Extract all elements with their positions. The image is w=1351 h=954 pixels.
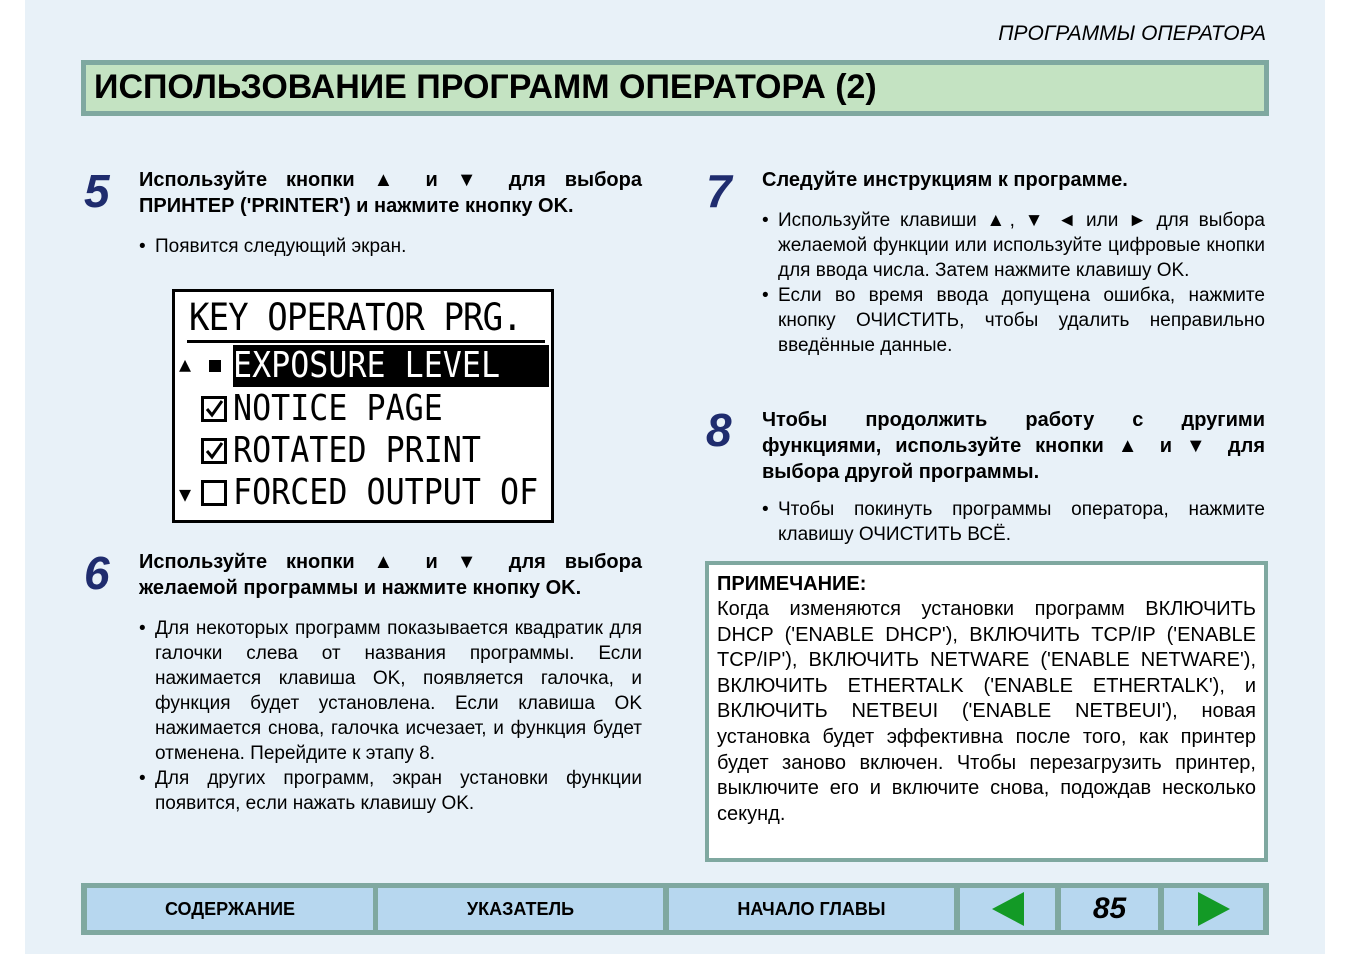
- step-8-heading-line: выбора другой программы.: [762, 461, 1040, 483]
- step-8-heading-line: функциями, используйте кнопки ▲ и ▼ для: [762, 435, 1265, 457]
- page-number: 85: [1092, 892, 1127, 925]
- step-5-heading-line: ПРИНТЕР ('PRINTER') и нажмите кнопку OK.: [139, 195, 574, 217]
- page-number-box: [1061, 888, 1158, 930]
- bullet-item: • Появится следующий экран.: [139, 234, 642, 259]
- bullet-item: • Для некоторых программ показывается квадратик для галочки слева от названия программы. Если нажимается клавиша OK, появляется галочка, и функция будет установлена. Если клавиша OK нажимается снова, галочка исчезает, и функция будет отменена. Перейдите к этапу 8.: [139, 616, 642, 766]
- lcd-screen: [172, 289, 554, 523]
- lcd-title: KEY OPERATOR PRG.: [189, 296, 522, 339]
- title-bar: [81, 60, 1269, 116]
- checkbox-checked-icon: [201, 396, 227, 422]
- lcd-row-label: FORCED OUTPUT OF: [233, 472, 539, 513]
- left-arrow-icon: [992, 892, 1024, 926]
- step-5-bullets: [139, 234, 642, 259]
- section-label: ПРОГРАММЫ ОПЕРАТОРА: [998, 22, 1266, 45]
- step-5-heading-line: Используйте кнопки ▲ и ▼ для выбора: [139, 169, 642, 191]
- step-7-bullets: [762, 208, 1265, 358]
- note-title: ПРИМЕЧАНИЕ:: [717, 573, 867, 595]
- checkbox-empty-icon: [201, 480, 227, 506]
- step-5-number: 5: [84, 165, 110, 217]
- step-8-bullets: [762, 497, 1265, 547]
- next-page-button[interactable]: [1164, 888, 1263, 930]
- step-5-heading: [139, 167, 642, 219]
- step-7-number: 7: [706, 165, 732, 217]
- contents-button[interactable]: СОДЕРЖАНИЕ: [87, 888, 373, 930]
- right-arrow-icon: [1198, 892, 1230, 926]
- step-8-heading-line: Чтобы продолжить работу с другими: [762, 409, 1265, 431]
- note-body: Когда изменяются установки программ ВКЛЮЧИТЬ DHCP ('ENABLE DHCP'), ВКЛЮЧИТЬ TCP/IP ('ENABLE TCP/IP'), ВКЛЮЧИТЬ NETWARE ('ENABLE NETWARE'), ВКЛЮЧИТЬ ETHERTALK ('ENABLE ETHERTALK'), и ВКЛЮЧИТЬ NETBEUI ('ENABLE NETBEUI'), новая установка будет эффективна после того, как принтер будет заново включен. Чтобы перезагрузить принтер, выключите его и включите снова, подождав несколько секунд.: [717, 598, 1256, 825]
- bullet-item: • Чтобы покинуть программы оператора, нажмите клавишу ОЧИСТИТЬ ВСЁ.: [762, 497, 1265, 547]
- lcd-row-label: NOTICE PAGE: [233, 388, 443, 429]
- bullet-item: • Для других программ, экран установки функции появится, если нажать клавишу OK.: [139, 766, 642, 816]
- footer-nav: [81, 883, 1269, 935]
- step-6-heading-line: желаемой программы и нажмите кнопку OK.: [139, 577, 582, 599]
- step-8-number: 8: [706, 404, 732, 456]
- up-arrow-icon: ▲: [179, 352, 192, 376]
- lcd-divider: [187, 340, 545, 343]
- step-8-heading: [762, 407, 1265, 485]
- lcd-row-label: ROTATED PRINT: [233, 430, 481, 471]
- chapter-start-button[interactable]: НАЧАЛО ГЛАВЫ: [669, 888, 954, 930]
- note-content: [709, 565, 1264, 858]
- note-box: [705, 561, 1268, 862]
- prev-page-button[interactable]: [960, 888, 1055, 930]
- step-6-heading-line: Используйте кнопки ▲ и ▼ для выбора: [139, 551, 642, 573]
- checkbox-checked-icon: [201, 438, 227, 464]
- bullet-item: • Используйте клавиши ▲, ▼ ◄ или ► для выбора желаемой функции или используйте цифровые кнопки для ввода числа. Затем нажмите клавишу OK.: [762, 208, 1265, 283]
- lcd-row-label: EXPOSURE LEVEL: [233, 345, 501, 386]
- cursor-square-icon: [209, 360, 221, 372]
- bullet-item: • Если во время ввода допущена ошибка, нажмите кнопку ОЧИСТИТЬ, чтобы удалить неправильно введённые данные.: [762, 283, 1265, 358]
- step-7-heading: Следуйте инструкциям к программе.: [762, 169, 1128, 191]
- down-arrow-icon: ▼: [179, 482, 192, 506]
- page-title: ИСПОЛЬЗОВАНИЕ ПРОГРАММ ОПЕРАТОРА (2): [86, 65, 1264, 111]
- step-6-bullets: [139, 616, 642, 816]
- step-6-number: 6: [84, 547, 110, 599]
- index-button[interactable]: УКАЗАТЕЛЬ: [378, 888, 663, 930]
- step-6-heading: [139, 549, 642, 601]
